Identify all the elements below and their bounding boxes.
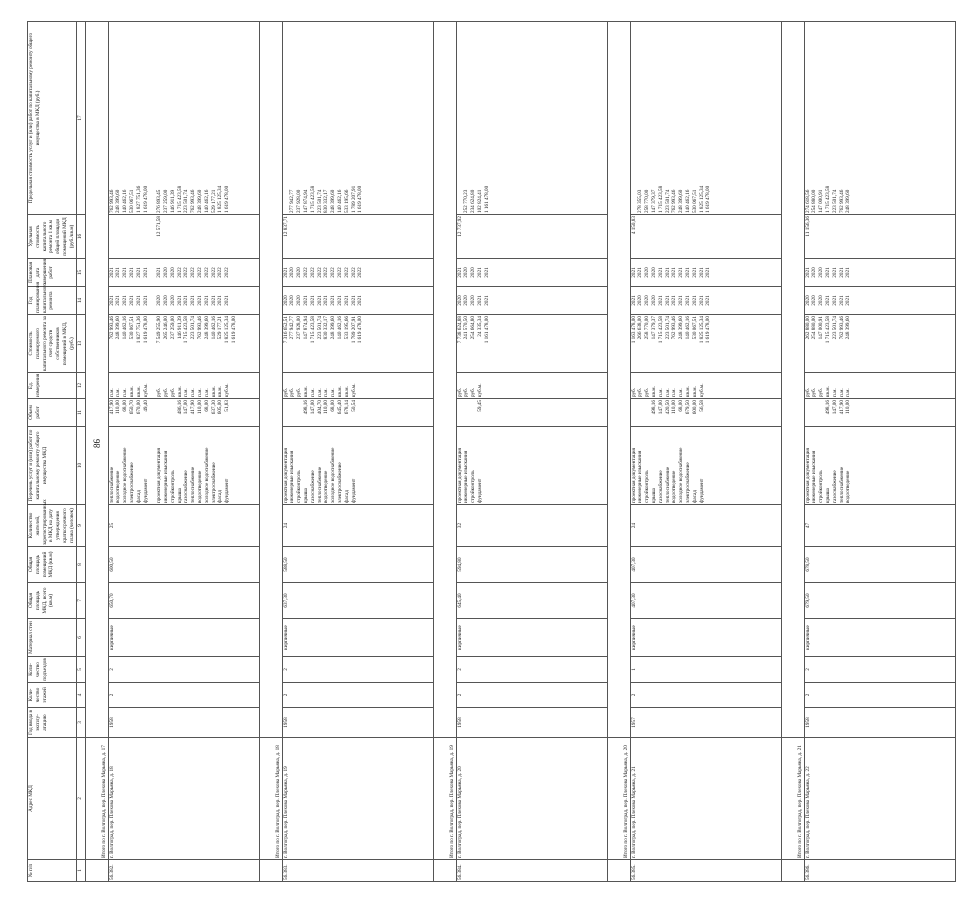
cell-area-rooms: 678,50 [804, 547, 955, 583]
cell-residents: 25 [108, 505, 259, 547]
cell-area-total: 679,50 [804, 583, 955, 619]
cell-area-rooms: 600,50 [108, 547, 259, 583]
cell-area-rooms: 407,30 [630, 547, 781, 583]
cell-cost: 7 738 624,88 241 570,50 254 664,80 24 335,34 1 161 478,00 [456, 315, 607, 373]
cell-cost: 7 316 652,51 277 942,77 237 928,00 147 874,94 1 715 423,58 223 501,74 830 332,17 248 399,60 140 462,16 533 195,66 1 789 207,91 1 619 478,00 [282, 315, 433, 373]
cell-number: 56.385. [630, 860, 781, 882]
total-label: Итого по г. Волгоград, пер. Плехова Марьяна, д. 18 [259, 738, 282, 860]
column-number-12: 12 [76, 373, 85, 399]
total-label: Итого по г. Волгоград, пер. Плехова Марьяна, д. 19 [433, 738, 456, 860]
column-header-17: Предельная стоимость услуг и (или) работ по капитальному ремонту общего имущества в МКД (руб.) [28, 22, 77, 215]
cell-unit-cost: 12 837,71 [282, 215, 433, 259]
cell-unit: п.м. п.м. п.м. кв.м. кв.м. куб.м. руб. руб. руб. кв.м. п.м. п.м. п.м. п.м. кв.м. кв.м. куб.м. [108, 373, 259, 399]
cell-address: г. Волгоград, пер. Плехова Марьяна, д. 20 [456, 738, 607, 860]
cell-year: 1957 [630, 708, 781, 738]
column-number-1: 1 [76, 860, 85, 882]
total-row [85, 22, 108, 882]
total-blank-cell [781, 860, 804, 882]
cell-area-total: 637,30 [282, 583, 433, 619]
cell-number: 56.383. [282, 860, 433, 882]
cell-material: кирпичные [108, 619, 259, 657]
table-row [108, 22, 259, 882]
header-row [28, 22, 77, 882]
column-number-13: 13 [76, 315, 85, 373]
column-header-16: Удельная стоимость капитального ремонта 1 кв.м общей площади помещений МКД (руб./кв.м) [28, 215, 77, 259]
page-number: 86 [92, 439, 102, 448]
cell-unit-cost: 4 150,83 [630, 215, 781, 259]
cell-material: кирпичные [804, 619, 955, 657]
table-row [282, 22, 433, 882]
cell-unit-cost: 11 156,36 [804, 215, 955, 259]
cell-limit: 252 770,23 234 624,80 102 824,41 1 161 478,00 [456, 22, 607, 215]
total-blank-cell [259, 860, 282, 882]
cell-address: г. Волгоград, пер. Плехова Марьяна, д. 18 [108, 738, 259, 860]
cell-end-date: 2021 2020 2020 2021 2021 2021 2021 [804, 259, 955, 287]
cell-year: 1958 [282, 708, 433, 738]
cell-volume: 498,16 147,00 417,90 110,00 [804, 399, 955, 427]
cell-end-date: 2021 2020 2020 2022 2022 2022 2022 2022 2022 2022 2022 2022 [282, 259, 433, 287]
cell-volume: 498,16 147,00 404,70 110,00 68,00 645,40 678,14 50,54 [282, 399, 433, 427]
column-number-11: 11 [76, 399, 85, 427]
total-blank-span [433, 22, 456, 738]
cell-unit: руб. руб. руб. куб.м. [456, 373, 607, 399]
cell-unit: руб. руб. руб. кв.м. п.м. п.м. п.м. п.м. кв.м. кв.м. куб.м. [630, 373, 781, 399]
cell-volume: 498,16 147,00 420,50 110,00 68,00 679,50 600,00 56,58 [630, 399, 781, 427]
cell-plan-year: 2020 2020 2020 2021 2021 2021 2021 2021 2021 2021 2021 2021 [282, 287, 433, 315]
column-number-9: 9 [76, 505, 85, 547]
column-header-8: Общая площадь помещений МКД (кв.м) [28, 547, 77, 583]
column-header-1: № п/п [28, 860, 77, 882]
cell-unit-cost: 12 571,58 [108, 215, 259, 259]
column-number-row [76, 22, 85, 882]
total-row [433, 22, 456, 882]
cell-material: кирпичные [282, 619, 433, 657]
column-number-3: 3 [76, 708, 85, 738]
cell-works: проектная документация инженерные изыскания стройконтроль крыша газоснабжение теплоснабжение водоотведение [804, 427, 955, 505]
cell-unit-cost: 12 737,92 [456, 215, 607, 259]
column-number-5: 5 [76, 657, 85, 683]
cell-plan-year: 2020 2020 2020 2021 2021 [456, 287, 607, 315]
cell-cost: 1 163 478,00 266 638,00 258 770,00 147 379,37 1 715 423,58 223 501,74 762 993,46 248 399,60 140 462,16 530 067,51 1 825 125,34 1 619 478,00 [630, 315, 781, 373]
column-number-14: 14 [76, 287, 85, 315]
column-header-5: Коли-чество подъездов [28, 657, 77, 683]
cell-entrances: 2 [456, 657, 607, 683]
column-number-16: 16 [76, 215, 85, 259]
cell-volume: 59,45 [456, 399, 607, 427]
column-number-8: 8 [76, 547, 85, 583]
cell-end-date: 2021 2021 2020 2020 2021 2021 2021 2021 2021 2021 2021 2021 [630, 259, 781, 287]
column-number-10: 10 [76, 427, 85, 505]
cell-end-date: 2021 2020 2020 2021 2021 [456, 259, 607, 287]
cell-limit: 277 942,77 237 928,00 147 874,94 1 715 423,58 223 501,74 830 332,17 248 399,60 140 462,16 533 195,66 1 789 207,91 1 619 478,00 [282, 22, 433, 215]
cell-end-date: 2021 2021 2021 2021 2021 2021 2021 2020 2020 2022 2022 2022 2022 2022 2022 2022 2022 [108, 259, 259, 287]
cell-residents: 24 [282, 505, 433, 547]
cell-plan-year: 2021 2020 2020 2020 2021 2021 2021 2021 2021 2021 2021 2021 [630, 287, 781, 315]
cell-number: 56.384. [456, 860, 607, 882]
cell-residents: 24 [630, 505, 781, 547]
cell-year: 1958 [108, 708, 259, 738]
column-header-2: Адрес МКД [28, 738, 77, 860]
total-blank-cell [85, 860, 108, 882]
cell-floors: 2 [456, 683, 607, 708]
cell-floors: 2 [630, 683, 781, 708]
total-blank-span [259, 22, 282, 738]
cell-plan-year: 2020 2020 2020 2021 2021 2021 2021 [804, 287, 955, 315]
table-row [630, 22, 781, 882]
column-number-7: 7 [76, 583, 85, 619]
total-label: Итого по г. Волгоград, пер. Плехова Марьяна, д. 21 [781, 738, 804, 860]
cell-unit: руб. руб. руб. кв.м. п.м. п.м. п.м. п.м. кв.м. кв.м. куб.м. [282, 373, 433, 399]
table-row [804, 22, 955, 882]
column-header-15: Плановая дата завершения работ [28, 259, 77, 287]
total-row [607, 22, 630, 882]
cell-limit: 762 993,46 248 399,60 140 462,16 530 067,51 1 827 751,36 1 619 478,00 276 893,45 237 259,00 146 911,39 1 715 423,58 223 501,74 762 993,46 248 399,60 140 462,16 529 177,21 1 825 125,34 1 619 478,00 [108, 22, 259, 215]
cell-area-total: 407,30 [630, 583, 781, 619]
cell-cost: 262 880,00 254 880,00 147 000,91 1 715 423,58 223 501,74 762 993,46 248 399,60 [804, 315, 955, 373]
cell-area-rooms: 588,50 [282, 547, 433, 583]
cell-floors: 2 [282, 683, 433, 708]
cell-area-rooms: 594,80 [456, 547, 607, 583]
column-number-15: 15 [76, 259, 85, 287]
cell-year: 1958 [804, 708, 955, 738]
total-blank-cell [607, 860, 630, 882]
column-header-10: Перечень услуг и (или) работ по капитальному ремонту общего имущества МКД [28, 427, 77, 505]
total-label: Итого по г. Волгоград, пер. Плехова Марьяна, д. 20 [607, 738, 630, 860]
cell-residents: 32 [456, 505, 607, 547]
cell-address: г. Волгоград, пер. Плехова Марьяна, д. 22 [804, 738, 955, 860]
cell-address: г. Волгоград, пер. Плехова Марьяна, д. 21 [630, 738, 781, 860]
total-blank-span [781, 22, 804, 738]
total-blank-cell [433, 860, 456, 882]
cell-cost: 762 993,46 248 399,60 140 462,16 530 067,51 1 827 751,36 1 619 478,00 7 549 255,90 265 246,00 237 259,00 146 911,39 1 715 423,58 223 501,74 762 993,46 248 399,60 140 462,16 529 177,21 1 825 125,34 1 619 478,00 [108, 315, 259, 373]
total-row [259, 22, 282, 882]
column-header-13: Стоимость планируемого капитального ремонта за счет средств собственников помещений в МКД, (руб.) [28, 316, 75, 371]
column-header-9: Количество жителей, зарегистрированных в МКД на дату утверждения краткосрочного плана (человек) [28, 499, 75, 545]
column-number-2: 2 [76, 738, 85, 860]
cell-plan-year: 2021 2021 2021 2021 2021 2021 2020 2020 2020 2021 2021 2021 2021 2021 2021 2021 2021 [108, 287, 259, 315]
total-label: Итого по г. Волгоград, пер. Плехова Марьяна, д. 17 [85, 738, 108, 860]
cell-entrances: 2 [804, 657, 955, 683]
cell-limit: 274 618,56 254 880,00 147 000,91 1 715 423,58 223 501,74 762 993,46 248 399,60 [804, 22, 955, 215]
cell-area-total: 645,40 [456, 583, 607, 619]
cell-year: 1958 [456, 708, 607, 738]
cell-entrances: 2 [282, 657, 433, 683]
column-header-7: Общая площадь МКД, всего (кв.м) [28, 583, 77, 619]
column-header-14: Год планирования капитального ремонта [28, 287, 77, 315]
cell-volume: 417,90 110,00 68,00 650,70 670,00 49,40 486,16 147,00 417,90 110,00 68,00 637,30 605,00 51,83 [108, 399, 259, 427]
cell-works: проектная документация инженерные изыскания стройконтроль крыша газоснабжение теплоснабжение водоотведение холодное водоснабжение электроснабжение фасад фундамент [282, 427, 433, 505]
cell-floors: 2 [108, 683, 259, 708]
cell-unit: руб. руб. руб. кв.м. п.м. п.м. п.м. [804, 373, 955, 399]
cell-number: 56.382. [108, 860, 259, 882]
column-header-12: Ед. измерения [28, 373, 77, 399]
column-header-6: Материал стен [28, 619, 77, 657]
cell-works: теплоснабжение водоотведение холодное водоснабжение электроснабжение фасад фундамент проектная документация инженерные изыскания стройконтроль крыша газоснабжение теплоснабжение водоотведение холодное водоснабжение электроснабжение фасад фундамент [108, 427, 259, 505]
table-row [456, 22, 607, 882]
cell-limit: 278 355,03 258 770,00 147 379,37 1 715 423,58 223 501,74 762 993,46 248 399,60 140 462,16 530 067,51 1 825 125,34 1 619 478,00 [630, 22, 781, 215]
cell-entrances: 1 [630, 657, 781, 683]
capital-repair-table [27, 21, 956, 882]
column-number-4: 4 [76, 683, 85, 708]
total-row [781, 22, 804, 882]
cell-address: г. Волгоград, пер. Плехова Марьяна, д. 19 [282, 738, 433, 860]
cell-works: проектная документация инженерные изыскания стройконтроль фундамент [456, 427, 607, 505]
cell-number: 56.386. [804, 860, 955, 882]
cell-area-total: 650,70 [108, 583, 259, 619]
total-blank-span [85, 22, 108, 738]
rotated-table-container [27, 22, 852, 882]
column-number-17: 17 [76, 22, 85, 215]
cell-entrances: 2 [108, 657, 259, 683]
cell-floors: 2 [804, 683, 955, 708]
column-header-11: Объем работ [28, 399, 77, 427]
column-number-6: 6 [76, 619, 85, 657]
cell-material: кирпичные [456, 619, 607, 657]
total-blank-span [607, 22, 630, 738]
cell-residents: 47 [804, 505, 955, 547]
column-header-3: Год ввода в эксплу-атацию [28, 708, 77, 738]
column-header-4: Коли-чество этажей [28, 683, 77, 708]
cell-material: кирпичные [630, 619, 781, 657]
cell-works: проектная документация инженерные изыскания стройконтроль крыша газоснабжение теплоснабжение водоотведение холодное водоснабжение электроснабжение фасад фундамент [630, 427, 781, 505]
table-body [85, 22, 955, 882]
